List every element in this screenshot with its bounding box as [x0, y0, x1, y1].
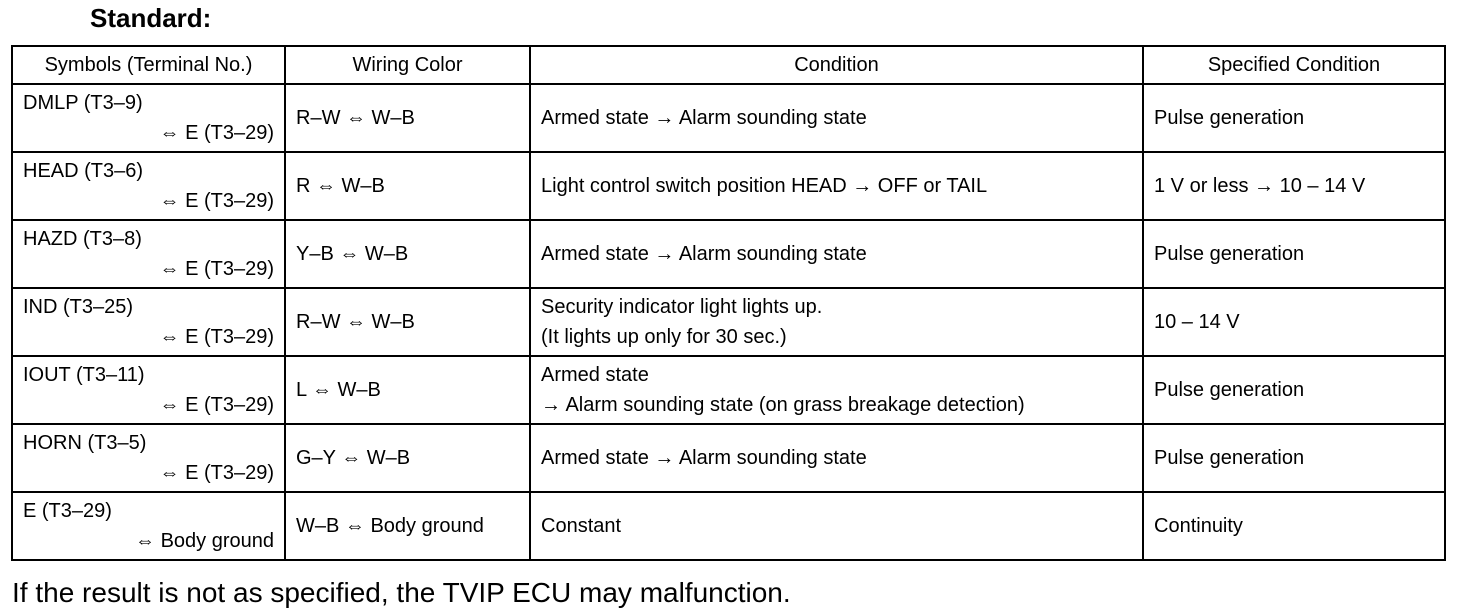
table-header-row: [12, 46, 1445, 84]
column-header-symbols: Symbols (Terminal No.): [12, 46, 285, 84]
terminal-symbol: [23, 428, 274, 488]
cell-condition: [530, 220, 1143, 288]
cell-symbol: [12, 220, 285, 288]
cell-symbol: [12, 84, 285, 152]
standard-spec-table: [11, 45, 1446, 561]
terminal-symbol: [23, 496, 274, 556]
cell-wiring-color: R ⇔ W–B: [285, 152, 530, 220]
condition-line: → Alarm sounding state (on grass breakage detection): [541, 394, 1025, 416]
condition-line: Armed state: [541, 364, 649, 386]
table-row: [12, 84, 1445, 152]
terminal-name: E (T3–29): [23, 500, 112, 522]
terminal-counterpart: ⇔ E (T3–29): [159, 190, 274, 212]
cell-specified-condition: Pulse generation: [1143, 220, 1445, 288]
cell-symbol: [12, 152, 285, 220]
terminal-counterpart: ⇔ E (T3–29): [159, 122, 274, 144]
cell-wiring-color: R–W ⇔ W–B: [285, 84, 530, 152]
condition-line: Security indicator light lights up.: [541, 296, 823, 318]
cell-symbol: [12, 356, 285, 424]
terminal-counterpart: ⇔ E (T3–29): [159, 326, 274, 348]
condition-line: Armed state → Alarm sounding state: [541, 243, 867, 265]
condition-line: Armed state → Alarm sounding state: [541, 447, 867, 469]
terminal-name: IND (T3–25): [23, 296, 134, 318]
cell-specified-condition: 1 V or less → 10 – 14 V: [1143, 152, 1445, 220]
condition-line: (It lights up only for 30 sec.): [541, 326, 787, 348]
condition-line: Light control switch position HEAD → OFF or TAIL: [541, 175, 988, 197]
terminal-symbol: [23, 156, 274, 216]
cell-wiring-color: Y–B ⇔ W–B: [285, 220, 530, 288]
cell-specified-condition: Pulse generation: [1143, 84, 1445, 152]
footer-note: If the result is not as specified, the TVIP ECU may malfunction.: [12, 577, 791, 608]
cell-condition: [530, 152, 1143, 220]
cell-specified-condition: 10 – 14 V: [1143, 288, 1445, 356]
cell-symbol: [12, 424, 285, 492]
cell-condition: [530, 424, 1143, 492]
cell-condition: [530, 492, 1143, 560]
table-row: [12, 356, 1445, 424]
cell-wiring-color: L ⇔ W–B: [285, 356, 530, 424]
table-row: [12, 492, 1445, 560]
page-heading: Standard:: [90, 3, 212, 33]
terminal-counterpart: ⇔ E (T3–29): [159, 462, 274, 484]
terminal-symbol: [23, 292, 274, 352]
terminal-name: HEAD (T3–6): [23, 160, 144, 182]
terminal-name: HORN (T3–5): [23, 432, 147, 454]
cell-wiring-color: W–B ⇔ Body ground: [285, 492, 530, 560]
terminal-name: IOUT (T3–11): [23, 364, 145, 386]
terminal-name: HAZD (T3–8): [23, 228, 142, 250]
cell-specified-condition: Pulse generation: [1143, 356, 1445, 424]
cell-wiring-color: G–Y ⇔ W–B: [285, 424, 530, 492]
cell-specified-condition: Continuity: [1143, 492, 1445, 560]
terminal-symbol: [23, 88, 274, 148]
column-header-wiring-color: Wiring Color: [285, 46, 530, 84]
table-row: [12, 152, 1445, 220]
table-row: [12, 220, 1445, 288]
cell-condition: [530, 84, 1143, 152]
cell-wiring-color: R–W ⇔ W–B: [285, 288, 530, 356]
column-header-specified-condition: Specified Condition: [1143, 46, 1445, 84]
table-row: [12, 288, 1445, 356]
terminal-symbol: [23, 360, 274, 420]
terminal-counterpart: ⇔ Body ground: [135, 530, 274, 552]
terminal-symbol: [23, 224, 274, 284]
cell-specified-condition: Pulse generation: [1143, 424, 1445, 492]
condition-line: Armed state → Alarm sounding state: [541, 107, 867, 129]
condition-line: Constant: [541, 515, 622, 537]
cell-symbol: [12, 492, 285, 560]
column-header-condition: Condition: [530, 46, 1143, 84]
cell-symbol: [12, 288, 285, 356]
terminal-counterpart: ⇔ E (T3–29): [159, 258, 274, 280]
terminal-counterpart: ⇔ E (T3–29): [159, 394, 274, 416]
table-row: [12, 424, 1445, 492]
cell-condition: [530, 356, 1143, 424]
terminal-name: DMLP (T3–9): [23, 92, 143, 114]
cell-condition: [530, 288, 1143, 356]
